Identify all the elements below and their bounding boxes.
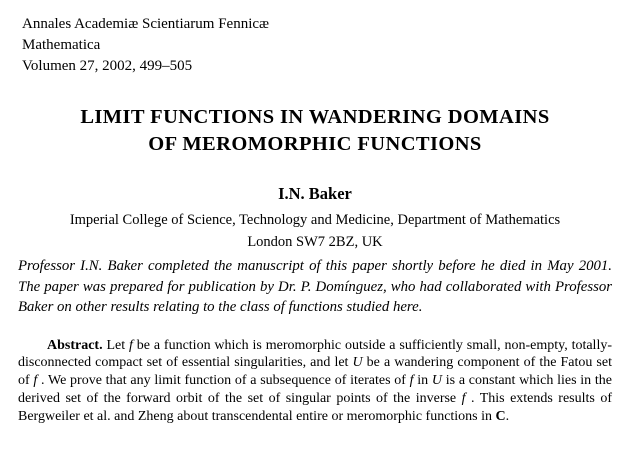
affiliation-line-1: Imperial College of Science, Technology and Medicine, Department of Mathematics: [69, 212, 561, 228]
abstract-text-segment: . We prove that any limit function of a subsequence of iterates of: [37, 373, 410, 389]
paper-title-line-2: OF MEROMORPHIC FUNCTIONS: [148, 133, 482, 155]
bold-C-symbol: C: [495, 408, 506, 424]
affiliation-line-2: London SW7 2BZ, UK: [247, 234, 383, 250]
abstract-text-segment: be a wandering component of the Fatou set of: [18, 355, 612, 389]
journal-series: Mathematica: [22, 37, 101, 53]
abstract-text-segment: in: [413, 373, 432, 389]
math-var-U: U: [431, 373, 443, 389]
journal-volume: Volumen 27, 2002, 499–505: [22, 58, 193, 74]
abstract-text-segment: . This extends results of Bergweiler et al. and Zheng about transcendental entire or meromorphic functions in: [18, 390, 612, 424]
math-var-f: f: [409, 373, 414, 389]
math-var-U: U: [352, 355, 363, 371]
abstract-text-segment: is a constant which lies in the derived set of the forward orbit of the set of singular points of the inverse: [18, 373, 613, 406]
author-name: I.N. Baker: [278, 184, 352, 203]
paper-title: [18, 104, 612, 158]
affiliation: [18, 209, 612, 253]
journal-name: Annales Academiæ Scientiarum Fennicæ: [22, 16, 270, 32]
paper-title-line-1: LIMIT FUNCTIONS IN WANDERING DOMAINS: [80, 106, 550, 128]
abstract-text-segment: Let: [102, 337, 129, 353]
abstract: [18, 337, 612, 426]
abstract-text-segment: be a function which is meromorphic outside a sufficiently small, non-empty, totally-disconnected compact set of essential singularities, and let: [18, 337, 612, 371]
math-var-f: f: [33, 373, 38, 389]
math-var-f: f: [461, 390, 466, 406]
abstract-text-segment: .: [505, 408, 510, 424]
editorial-note: Professor I.N. Baker completed the manuscript of this paper shortly before he died in May 2001. The paper was prepared for publication by Dr. P. Domínguez, who had collaborated with Professor Baker on other results relating to the class of functions studied here.: [18, 258, 612, 315]
abstract-label: Abstract.: [47, 337, 103, 353]
math-var-f: f: [129, 337, 133, 353]
journal-header: [22, 14, 612, 77]
